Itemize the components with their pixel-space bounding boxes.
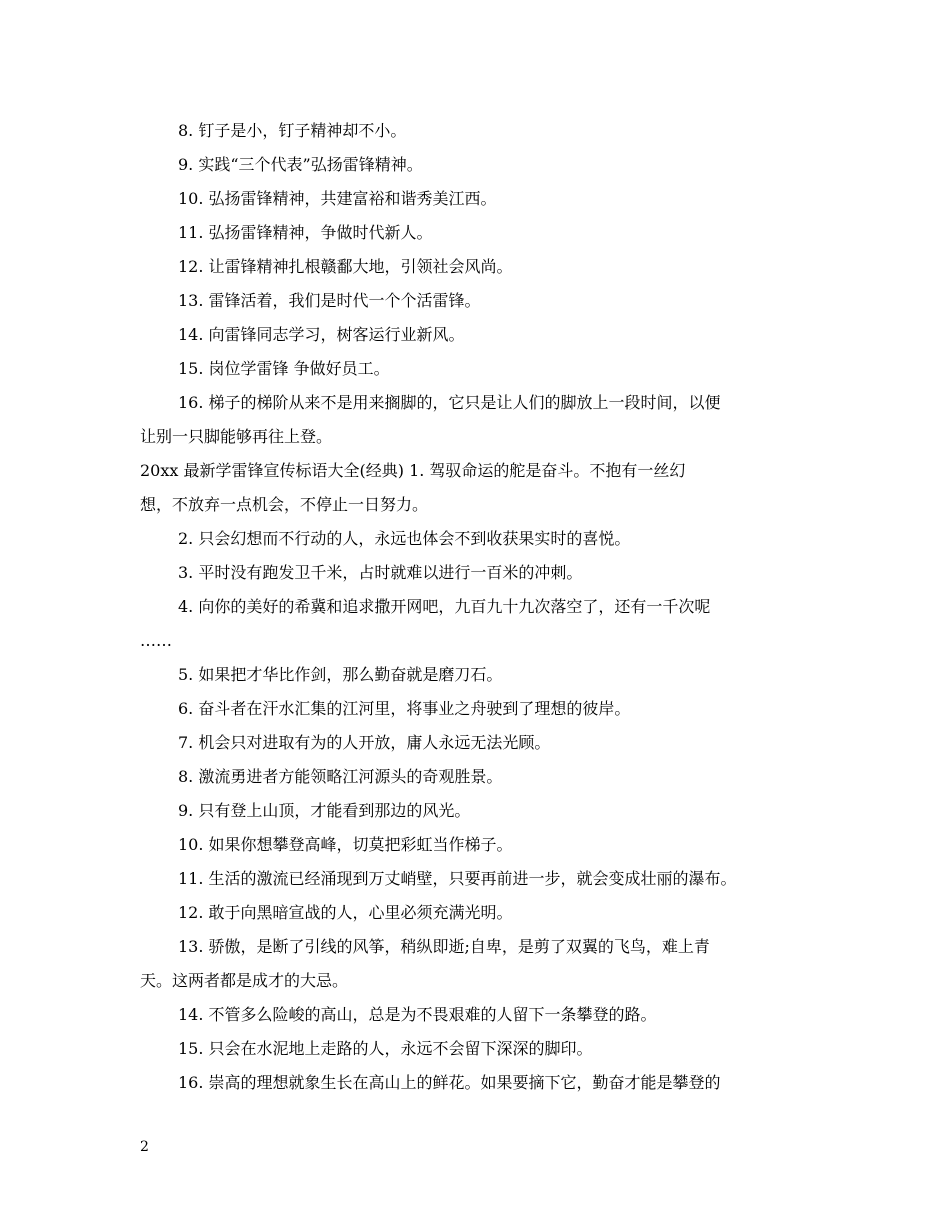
text-line: 2. 只会幻想而不行动的人，永远也体会不到收获果实时的喜悦。 — [178, 529, 631, 548]
text-line: 12. 让雷锋精神扎根赣鄱大地，引领社会风尚。 — [178, 257, 513, 276]
text-line: 3. 平时没有跑发卫千米，占时就难以进行一百米的冲刺。 — [178, 563, 583, 582]
text-line: 10. 弘扬雷锋精神，共建富裕和谐秀美江西。 — [178, 189, 497, 208]
text-line: 9. 实践“三个代表”弘扬雷锋精神。 — [178, 155, 423, 174]
text-line: 天。这两者都是成才的大忌。 — [140, 971, 349, 990]
text-line: 14. 向雷锋同志学习，树客运行业新风。 — [178, 325, 465, 344]
text-line: 想，不放弃一点机会，不停止一日努力。 — [140, 495, 429, 514]
text-line: 12. 敢于向黑暗宣战的人，心里必须充满光明。 — [178, 903, 513, 922]
text-line: 7. 机会只对进取有为的人开放，庸人永远无法光顾。 — [178, 733, 551, 752]
text-line: 11. 弘扬雷锋精神，争做时代新人。 — [178, 223, 433, 242]
text-line: 16. 梯子的梯阶从来不是用来搁脚的，它只是让人们的脚放上一段时间，以便 — [178, 393, 721, 412]
text-line: …… — [140, 631, 172, 650]
text-line: 13. 骄傲，是断了引线的风筝，稍纵即逝;自卑，是剪了双翼的飞鸟，难上青 — [178, 937, 710, 956]
text-line: 14. 不管多么险峻的高山，总是为不畏艰难的人留下一条攀登的路。 — [178, 1005, 657, 1024]
text-line: 13. 雷锋活着，我们是时代一个个活雷锋。 — [178, 291, 481, 310]
section-heading-line: 20xx 最新学雷锋宣传标语大全(经典) 1. 驾驭命运的舵是奋斗。不抱有一丝幻 — [140, 461, 686, 480]
text-line: 8. 钉子是小，钉子精神却不小。 — [178, 121, 407, 140]
text-line: 11. 生活的激流已经涌现到万丈峭壁，只要再前进一步，就会变成壮丽的瀑布。 — [178, 869, 737, 888]
text-line: 让别一只脚能够再往上登。 — [140, 427, 333, 446]
text-line: 6. 奋斗者在汗水汇集的江河里，将事业之舟驶到了理想的彼岸。 — [178, 699, 631, 718]
text-line: 10. 如果你想攀登高峰，切莫把彩虹当作梯子。 — [178, 835, 513, 854]
document-body — [140, 114, 812, 1100]
text-line: 5. 如果把才华比作剑，那么勤奋就是磨刀石。 — [178, 665, 503, 684]
text-line: 8. 激流勇进者方能领略江河源头的奇观胜景。 — [178, 767, 503, 786]
text-line: 4. 向你的美好的希冀和追求撒开网吧，九百九十九次落空了，还有一千次呢 — [178, 597, 711, 616]
text-line: 9. 只有登上山顶，才能看到那边的风光。 — [178, 801, 471, 820]
page-number: 2 — [140, 1139, 149, 1155]
text-line: 16. 崇高的理想就象生长在高山上的鲜花。如果要摘下它，勤奋才能是攀登的 — [178, 1073, 721, 1092]
text-line: 15. 岗位学雷锋 争做好员工。 — [178, 359, 390, 378]
text-line: 15. 只会在水泥地上走路的人，永远不会留下深深的脚印。 — [178, 1039, 593, 1058]
